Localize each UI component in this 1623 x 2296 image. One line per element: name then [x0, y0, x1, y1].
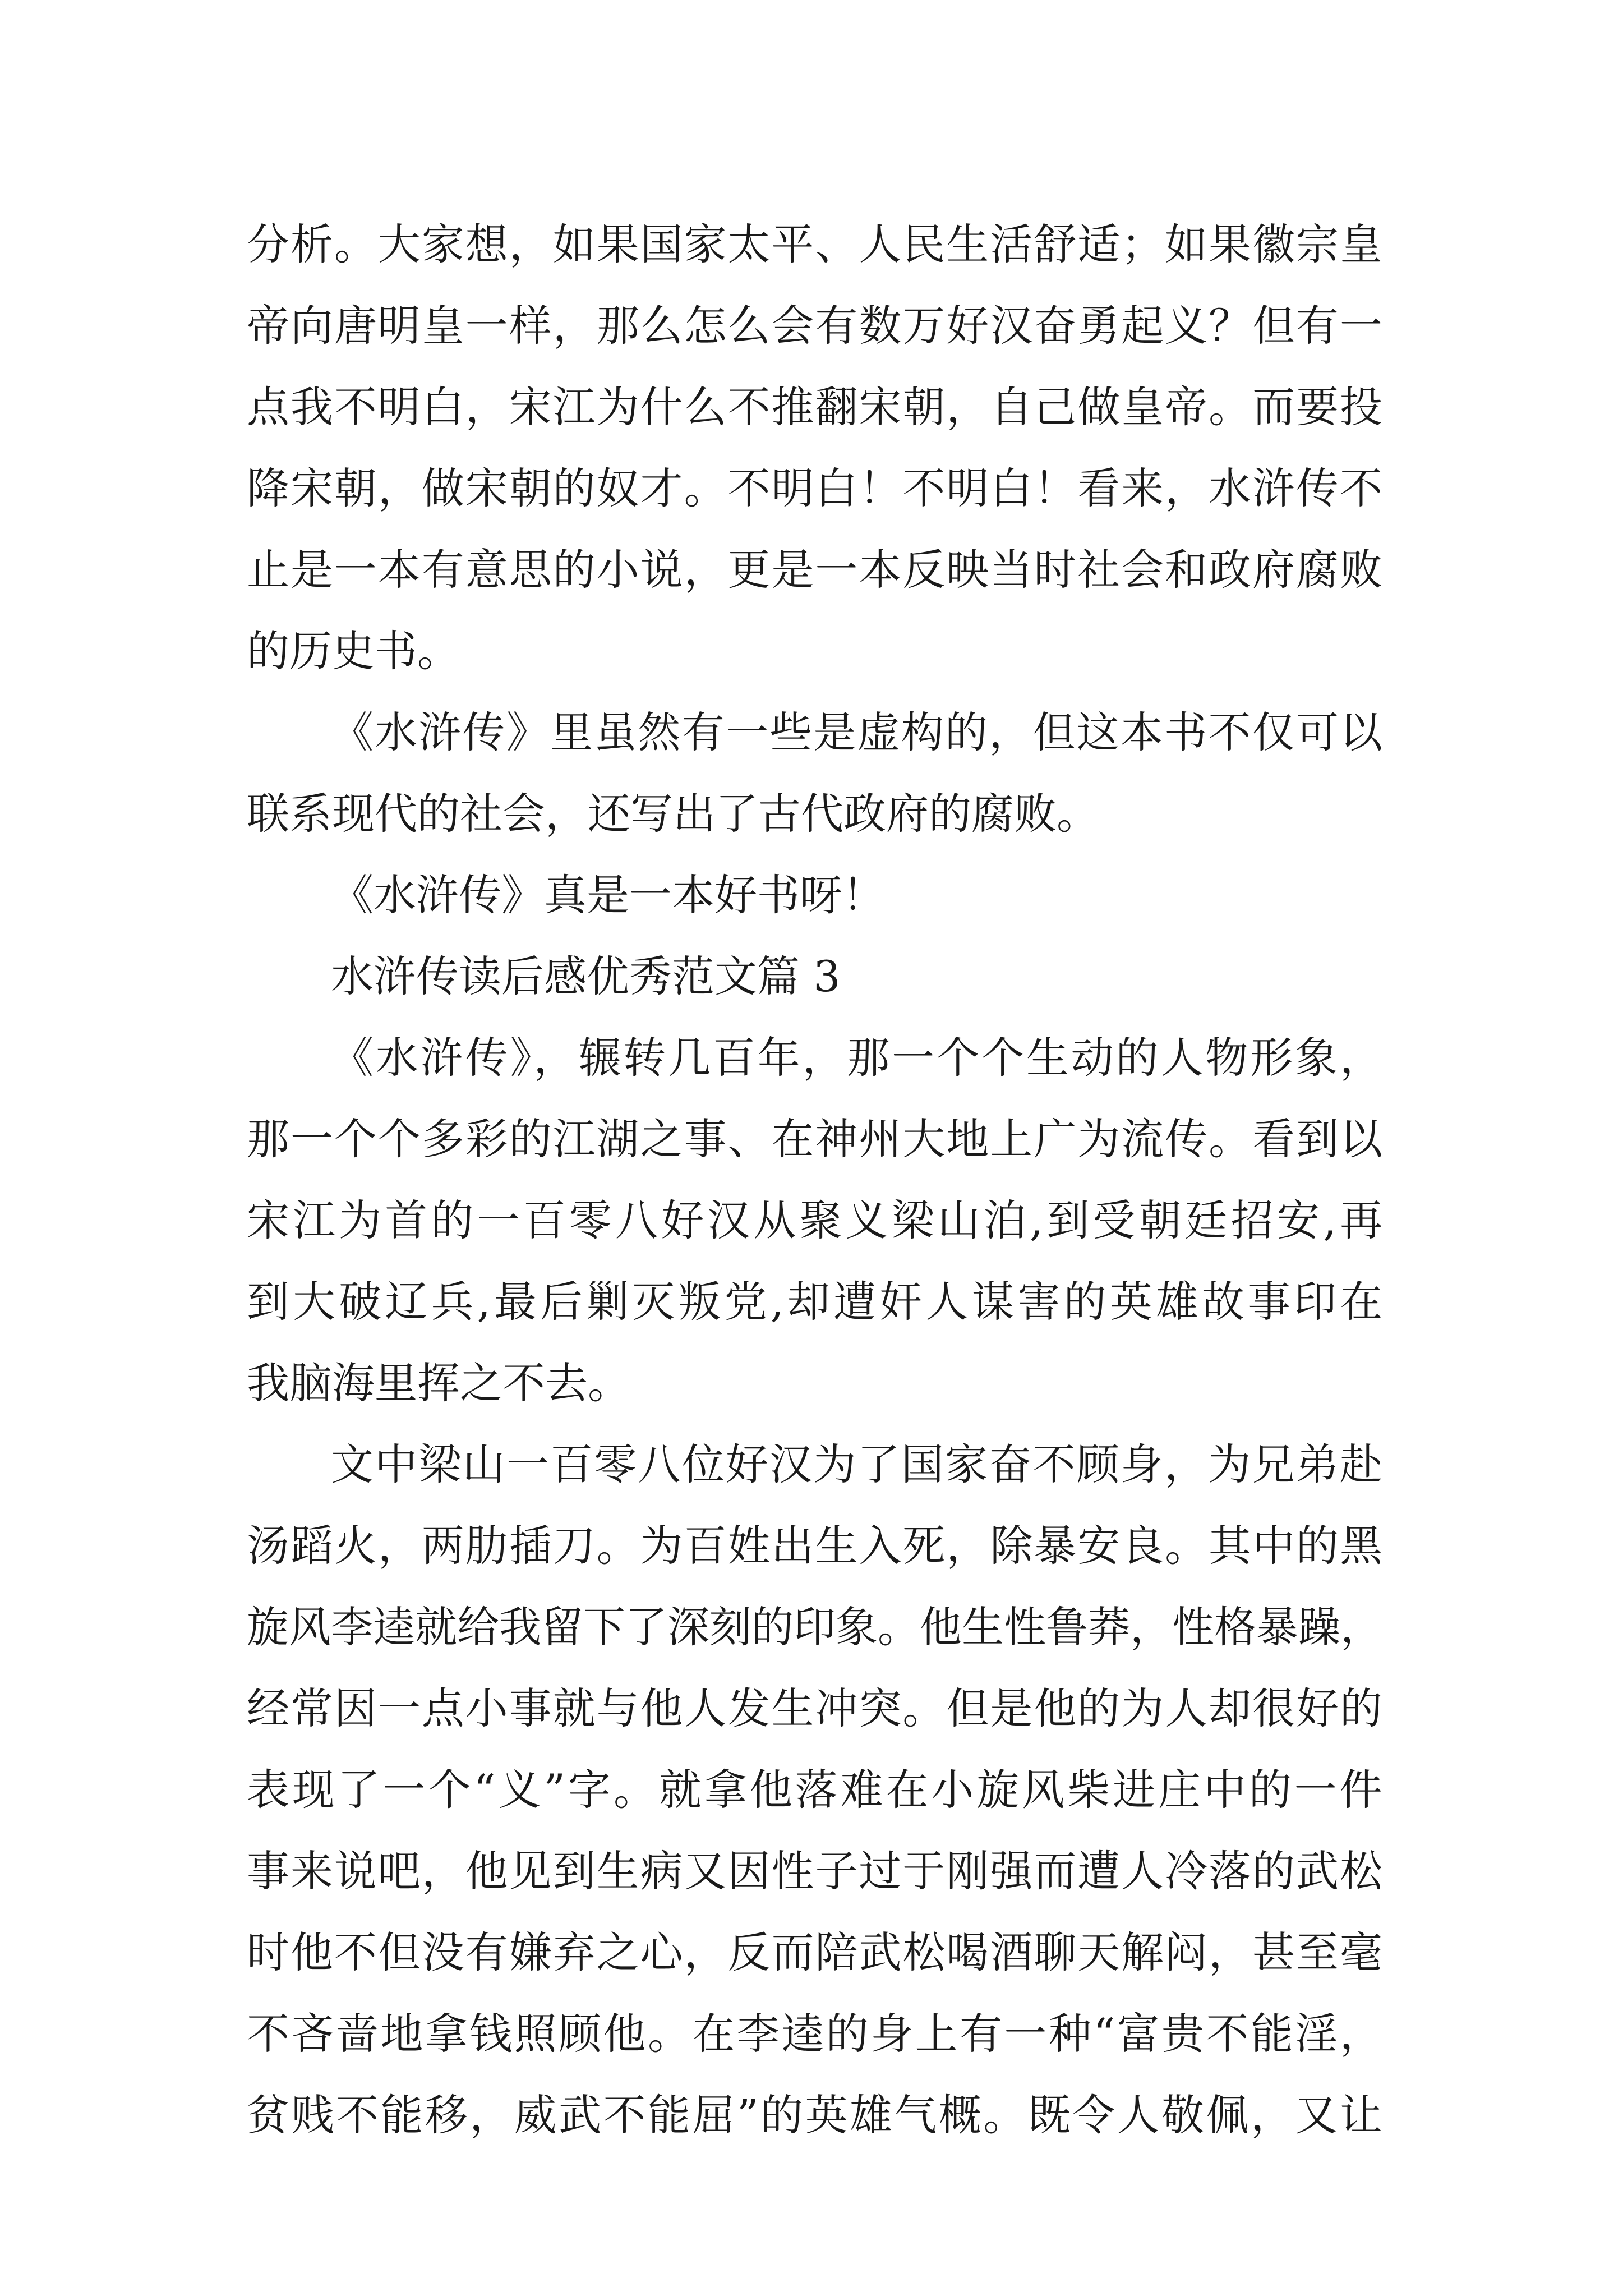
text-line: 那一个个多彩的江湖之事、在神州大地上广为流传。看到以	[247, 1114, 1384, 1164]
text-line: 分析。大家想，如果国家太平、人民生活舒适；如果徽宗皇	[247, 219, 1384, 269]
text-line: 的历史书。	[247, 626, 460, 676]
text-line: 不吝啬地拿钱照顾他。在李逵的身上有一种“富贵不能淫，	[247, 2009, 1385, 2059]
text-line: 到大破辽兵,最后剿灭叛党,却遭奸人谋害的英雄故事印在	[247, 1277, 1386, 1327]
text-line: 降宋朝，做宋朝的奴才。不明白！不明白！看来，水浒传不	[247, 463, 1384, 513]
text-line: 《水浒传》，辗转几百年，那一个个生动的人物形象，	[331, 1033, 1385, 1083]
text-line: 时他不但没有嫌弃之心，反而陪武松喝酒聊天解闷，甚至毫	[247, 1927, 1384, 1977]
section-heading: 水浒传读后感优秀范文篇 3	[331, 951, 841, 1001]
text-line: 贫贱不能移，威武不能屈”的英雄气概。既令人敬佩，又让	[247, 2090, 1385, 2140]
text-line: 宋江为首的一百零八好汉从聚义梁山泊,到受朝廷招安,再	[247, 1195, 1386, 1245]
text-line: 《水浒传》里虽然有一些是虚构的，但这本书不仅可以	[331, 707, 1384, 757]
text-line: 《水浒传》真是一本好书呀！	[331, 870, 885, 920]
text-line: 我脑海里挥之不去。	[247, 1358, 630, 1408]
text-line: 汤蹈火，两肋插刀。为百姓出生入死，除暴安良。其中的黑	[247, 1521, 1384, 1571]
text-line: 事来说吧，他见到生病又因性子过于刚强而遭人冷落的武松	[247, 1846, 1384, 1896]
text-line: 点我不明白，宋江为什么不推翻宋朝，自己做皇帝。而要投	[247, 382, 1384, 432]
text-line: 文中梁山一百零八位好汉为了国家奋不顾身，为兄弟赴	[331, 1439, 1384, 1489]
text-line: 止是一本有意思的小说，更是一本反映当时社会和政府腐败	[247, 545, 1384, 595]
text-line: 帝向唐明皇一样，那么怎么会有数万好汉奋勇起义？但有一	[247, 301, 1384, 351]
text-line: 经常因一点小事就与他人发生冲突。但是他的为人却很好的	[247, 1683, 1384, 1733]
text-line: 表现了一个“义”字。就拿他落难在小旋风柴进庄中的一件	[247, 1765, 1385, 1815]
text-line: 联系现代的社会，还写出了古代政府的腐败。	[247, 789, 1099, 839]
text-line: 旋风李逵就给我留下了深刻的印象。他生性鲁莽，性格暴躁，	[247, 1602, 1382, 1652]
